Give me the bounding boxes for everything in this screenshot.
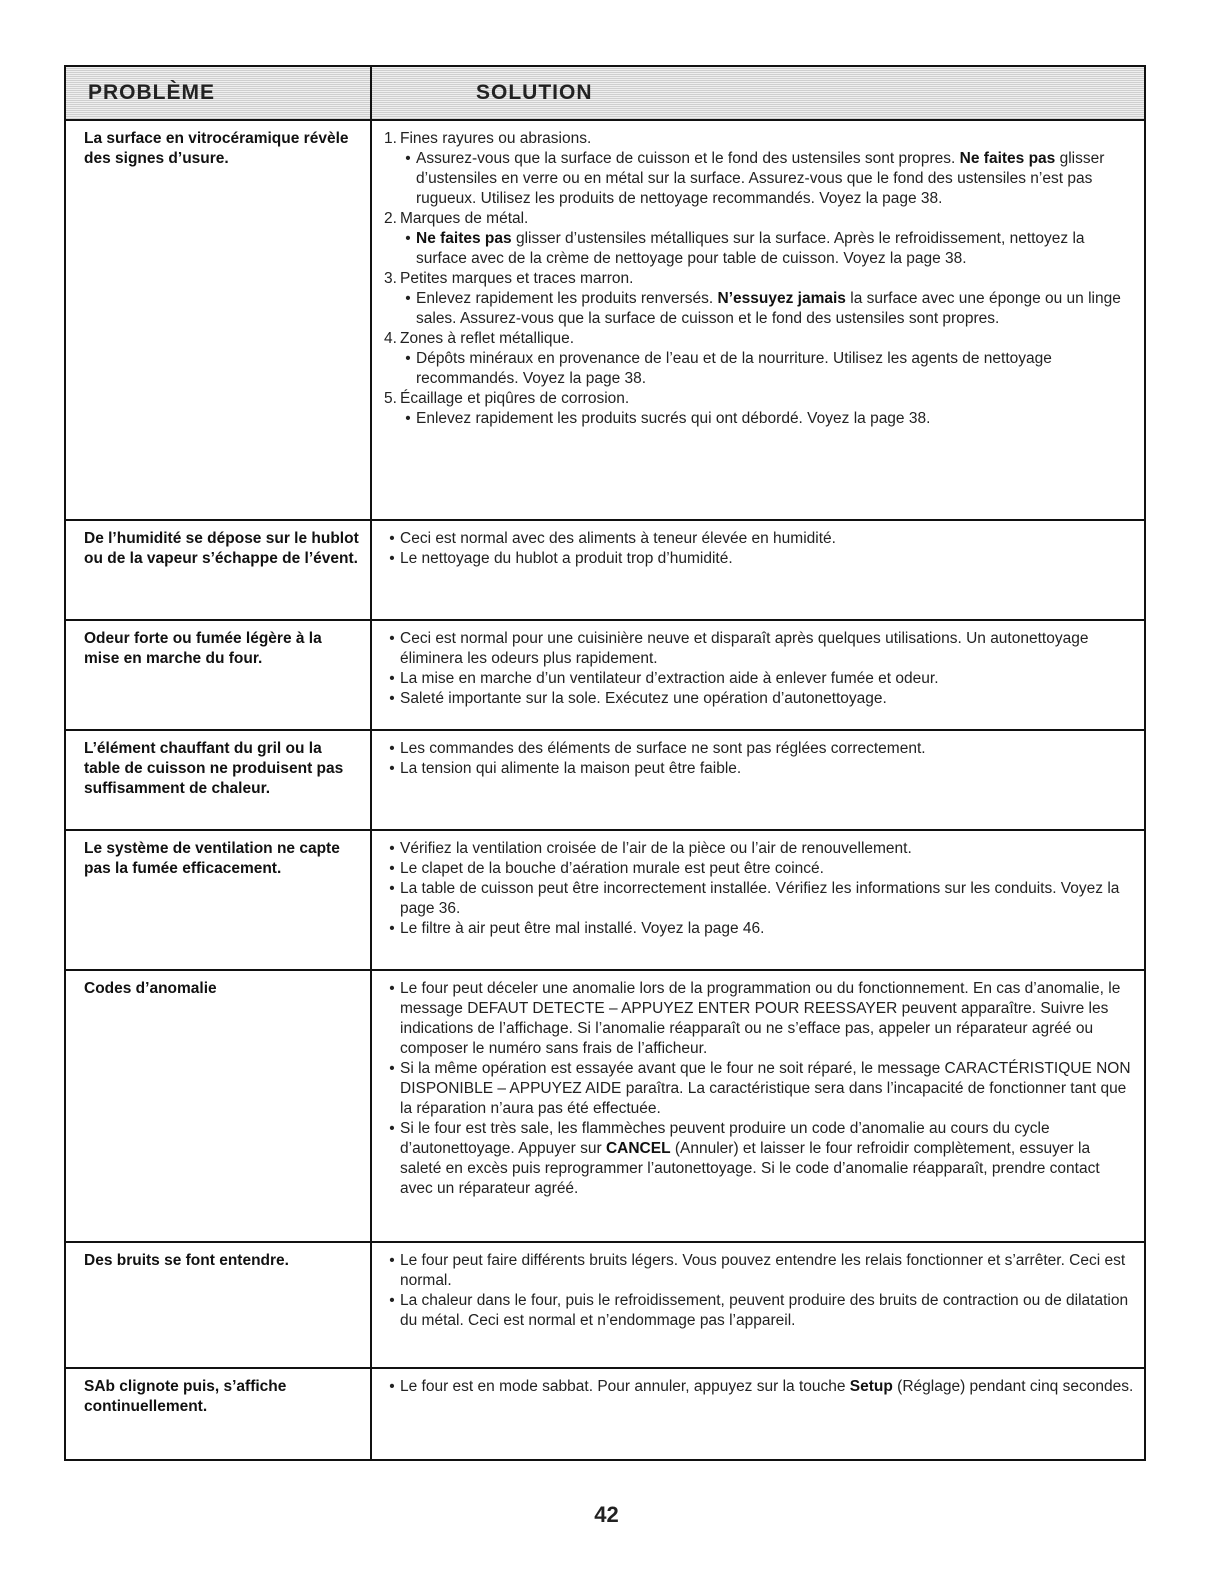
problem-cell: SAb clignote puis, s’affiche continuellement.	[66, 1369, 372, 1459]
text-run: Enlevez rapidement les produits renversés.	[416, 290, 718, 307]
bullet-item	[384, 149, 1134, 209]
bullet-icon: •	[389, 1378, 395, 1395]
bullet-icon: •	[389, 840, 395, 857]
table-row	[66, 731, 1144, 831]
solution-cell	[372, 731, 1144, 829]
bullet-text	[400, 739, 926, 759]
table-body	[66, 121, 1144, 1459]
problem-cell: Des bruits se font entendre.	[66, 1243, 372, 1367]
text-run: la surface avec une éponge ou un linge sales. Assurez-vous que la surface de cuisson et le fond des ustensiles sont propres.	[416, 290, 1121, 327]
bullet-item	[384, 979, 1134, 1059]
bullet-item	[384, 739, 1134, 759]
bullet-item	[384, 409, 1134, 429]
bullet-icon: •	[389, 740, 395, 757]
item-number: 1.	[384, 130, 397, 147]
text-run: Les commandes des éléments de surface ne sont pas réglées correctement.	[400, 740, 926, 757]
bullet-item	[384, 629, 1134, 669]
text-run: (Annuler) et laisser le four refroidir complètement, essuyer la saleté en excès puis reprogrammer l’autonettoyage. Si le code d’anomalie réapparaît, prendre contact avec un réparateur agréé.	[400, 1140, 1100, 1197]
item-text: Zones à reflet métallique.	[400, 330, 575, 347]
bullet-text	[400, 689, 887, 709]
text-run: Assurez-vous que la surface de cuisson et le fond des ustensiles sont propres.	[416, 150, 960, 167]
bullet-icon: •	[389, 690, 395, 707]
table-row	[66, 1369, 1144, 1459]
bullet-icon: •	[405, 410, 411, 427]
table-row	[66, 971, 1144, 1243]
bullet-text	[416, 149, 1134, 209]
item-text: Écaillage et piqûres de corrosion.	[400, 390, 630, 407]
bullet-item	[384, 229, 1134, 269]
bold-term: Ne faites pas	[959, 150, 1056, 167]
bullet-item	[384, 549, 1134, 569]
bullet-text	[400, 629, 1134, 669]
bullet-item	[384, 1291, 1134, 1331]
solution-cell	[372, 521, 1144, 619]
bullet-item	[384, 669, 1134, 689]
bullet-icon: •	[389, 920, 395, 937]
bullet-icon: •	[389, 670, 395, 687]
bullet-text	[400, 1251, 1134, 1291]
bold-term: Setup	[849, 1378, 893, 1395]
problem-cell: De l’humidité se dépose sur le hublot ou de la vapeur s’échappe de l’évent.	[66, 521, 372, 619]
numbered-item	[384, 329, 1134, 349]
bullet-icon: •	[405, 230, 411, 247]
bullet-text	[400, 839, 912, 859]
text-run: Le four peut faire différents bruits légers. Vous pouvez entendre les relais fonctionner et s’arrêter. Ceci est normal.	[400, 1252, 1126, 1289]
item-number: 5.	[384, 390, 397, 407]
text-run: La mise en marche d’un ventilateur d’extraction aide à enlever fumée et odeur.	[400, 670, 939, 687]
problem-cell: Codes d’anomalie	[66, 971, 372, 1241]
bullet-icon: •	[389, 1252, 395, 1269]
item-text: Fines rayures ou abrasions.	[400, 130, 592, 147]
text-run: Dépôts minéraux en provenance de l’eau et de la nourriture. Utilisez les agents de nettoyage recommandés. Voyez la page 38.	[416, 350, 1052, 387]
table-header	[66, 67, 1144, 121]
bullet-item	[384, 1377, 1134, 1397]
bullet-icon: •	[389, 980, 395, 997]
bullet-item	[384, 289, 1134, 329]
text-run: Vérifiez la ventilation croisée de l’air de la pièce ou l’air de renouvellement.	[400, 840, 912, 857]
bullet-text	[400, 1291, 1134, 1331]
bold-term: Ne faites pas	[416, 230, 512, 247]
solution-cell	[372, 831, 1144, 969]
numbered-item	[384, 209, 1134, 229]
bullet-text	[400, 919, 764, 939]
page-number: 42	[594, 1502, 619, 1527]
bullet-item	[384, 529, 1134, 549]
item-text: Petites marques et traces marron.	[400, 270, 634, 287]
table-row	[66, 621, 1144, 731]
text-run: glisser d’ustensiles métalliques sur la surface. Après le refroidissement, nettoyez la surface avec de la crème de nettoyage pour table de cuisson. Voyez la page 38.	[416, 230, 1085, 267]
bullet-icon: •	[389, 1060, 395, 1077]
bold-term: CANCEL	[605, 1140, 671, 1157]
problem-cell: Le système de ventilation ne capte pas la fumée efficacement.	[66, 831, 372, 969]
item-text: Marques de métal.	[400, 210, 529, 227]
bullet-icon: •	[389, 530, 395, 547]
item-number: 3.	[384, 270, 397, 287]
solution-cell	[372, 621, 1144, 729]
numbered-item	[384, 269, 1134, 289]
text-run: Le four peut déceler une anomalie lors de la programmation ou du fonctionnement. En cas d’anomalie, le message DEFAUT DETECTE – APPUYEZ ENTER POUR REESSAYER peuvent apparaître. Suivre les indications de l’affichage. Si l’anomalie réapparaît ou ne s’efface pas, appeler un réparateur agréé ou composer le numéro sans frais de l’afficheur.	[400, 980, 1121, 1057]
numbered-item	[384, 389, 1134, 409]
bullet-text	[400, 879, 1134, 919]
bullet-icon: •	[389, 1292, 395, 1309]
item-number: 4.	[384, 330, 397, 347]
bullet-item	[384, 1251, 1134, 1291]
bullet-item	[384, 859, 1134, 879]
solution-cell	[372, 121, 1144, 519]
bullet-item	[384, 879, 1134, 919]
numbered-item	[384, 129, 1134, 149]
bullet-text	[416, 349, 1134, 389]
bullet-text	[400, 1377, 1133, 1397]
bullet-icon: •	[389, 760, 395, 777]
text-run: (Réglage) pendant cinq secondes.	[892, 1378, 1134, 1395]
bullet-text	[400, 1119, 1134, 1199]
bullet-text	[416, 409, 930, 429]
bold-term: N’essuyez jamais	[717, 290, 846, 307]
bullet-text	[400, 859, 824, 879]
bullet-icon: •	[389, 630, 395, 647]
bullet-text	[400, 549, 733, 569]
text-run: Ceci est normal avec des aliments à teneur élevée en humidité.	[400, 530, 836, 547]
bullet-item	[384, 839, 1134, 859]
bullet-text	[400, 1059, 1134, 1119]
header-problem: PROBLÈME	[66, 67, 372, 119]
bullet-text	[400, 529, 836, 549]
bullet-item	[384, 919, 1134, 939]
bullet-icon: •	[405, 290, 411, 307]
bullet-item	[384, 1119, 1134, 1199]
item-number: 2.	[384, 210, 397, 227]
bullet-icon: •	[405, 150, 411, 167]
solution-cell	[372, 1369, 1144, 1459]
text-run: Si la même opération est essayée avant que le four ne soit réparé, le message CARACTÉRISTIQUE NON DISPONIBLE – APPUYEZ AIDE paraîtra. La caractéristique sera dans l’incapacité de fonctionner tant que la réparation n’aura pas été effectuée.	[400, 1060, 1131, 1117]
text-run: Si le four est très sale, les flammèches peuvent produire un code d’anomalie au cours du cycle d’autonettoyage. Appuyer sur	[400, 1120, 1050, 1157]
bullet-icon: •	[389, 1120, 395, 1137]
bullet-icon: •	[389, 880, 395, 897]
header-solution: SOLUTION	[476, 81, 593, 104]
table-row	[66, 1243, 1144, 1369]
text-run: La table de cuisson peut être incorrectement installée. Vérifiez les informations sur les conduits. Voyez la page 36.	[400, 880, 1120, 917]
text-run: Le four est en mode sabbat. Pour annuler, appuyez sur la touche	[400, 1378, 850, 1395]
solution-cell	[372, 971, 1144, 1241]
text-run: La chaleur dans le four, puis le refroidissement, peuvent produire des bruits de contraction ou de dilatation du métal. Ceci est normal et n’endommage pas l’appareil.	[400, 1292, 1129, 1329]
table-row	[66, 521, 1144, 621]
table-row	[66, 831, 1144, 971]
bullet-icon: •	[389, 550, 395, 567]
text-run: La tension qui alimente la maison peut être faible.	[400, 760, 742, 777]
text-run: Saleté importante sur la sole. Exécutez une opération d’autonettoyage.	[400, 690, 887, 707]
text-run: Enlevez rapidement les produits sucrés qui ont débordé. Voyez la page 38.	[416, 410, 931, 427]
troubleshooting-table	[64, 65, 1146, 1461]
bullet-text	[416, 229, 1134, 269]
text-run: Le filtre à air peut être mal installé. Voyez la page 46.	[400, 920, 765, 937]
text-run: Le nettoyage du hublot a produit trop d’humidité.	[400, 550, 733, 567]
bullet-item	[384, 689, 1134, 709]
bullet-icon: •	[405, 350, 411, 367]
table-row	[66, 121, 1144, 521]
text-run: glisser d’ustensiles en verre ou en métal sur la surface. Assurez-vous que le fond des ustensiles n’est pas rugueux. Utilisez les produits de nettoyage recommandés. Voyez la page 38.	[416, 150, 1105, 207]
bullet-item	[384, 1059, 1134, 1119]
problem-cell: La surface en vitrocéramique révèle des signes d’usure.	[66, 121, 372, 519]
bullet-icon: •	[389, 860, 395, 877]
problem-cell: Odeur forte ou fumée légère à la mise en marche du four.	[66, 621, 372, 729]
text-run: Le clapet de la bouche d’aération murale est peut être coincé.	[400, 860, 824, 877]
problem-cell: L’élément chauffant du gril ou la table de cuisson ne produisent pas suffisamment de chaleur.	[66, 731, 372, 829]
bullet-text	[416, 289, 1134, 329]
bullet-item	[384, 759, 1134, 779]
text-run: Ceci est normal pour une cuisinière neuve et disparaît après quelques utilisations. Un autonettoyage éliminera les odeurs plus rapidement.	[400, 630, 1089, 667]
bullet-text	[400, 759, 741, 779]
bullet-item	[384, 349, 1134, 389]
bullet-text	[400, 669, 939, 689]
bullet-text	[400, 979, 1134, 1059]
solution-cell	[372, 1243, 1144, 1367]
